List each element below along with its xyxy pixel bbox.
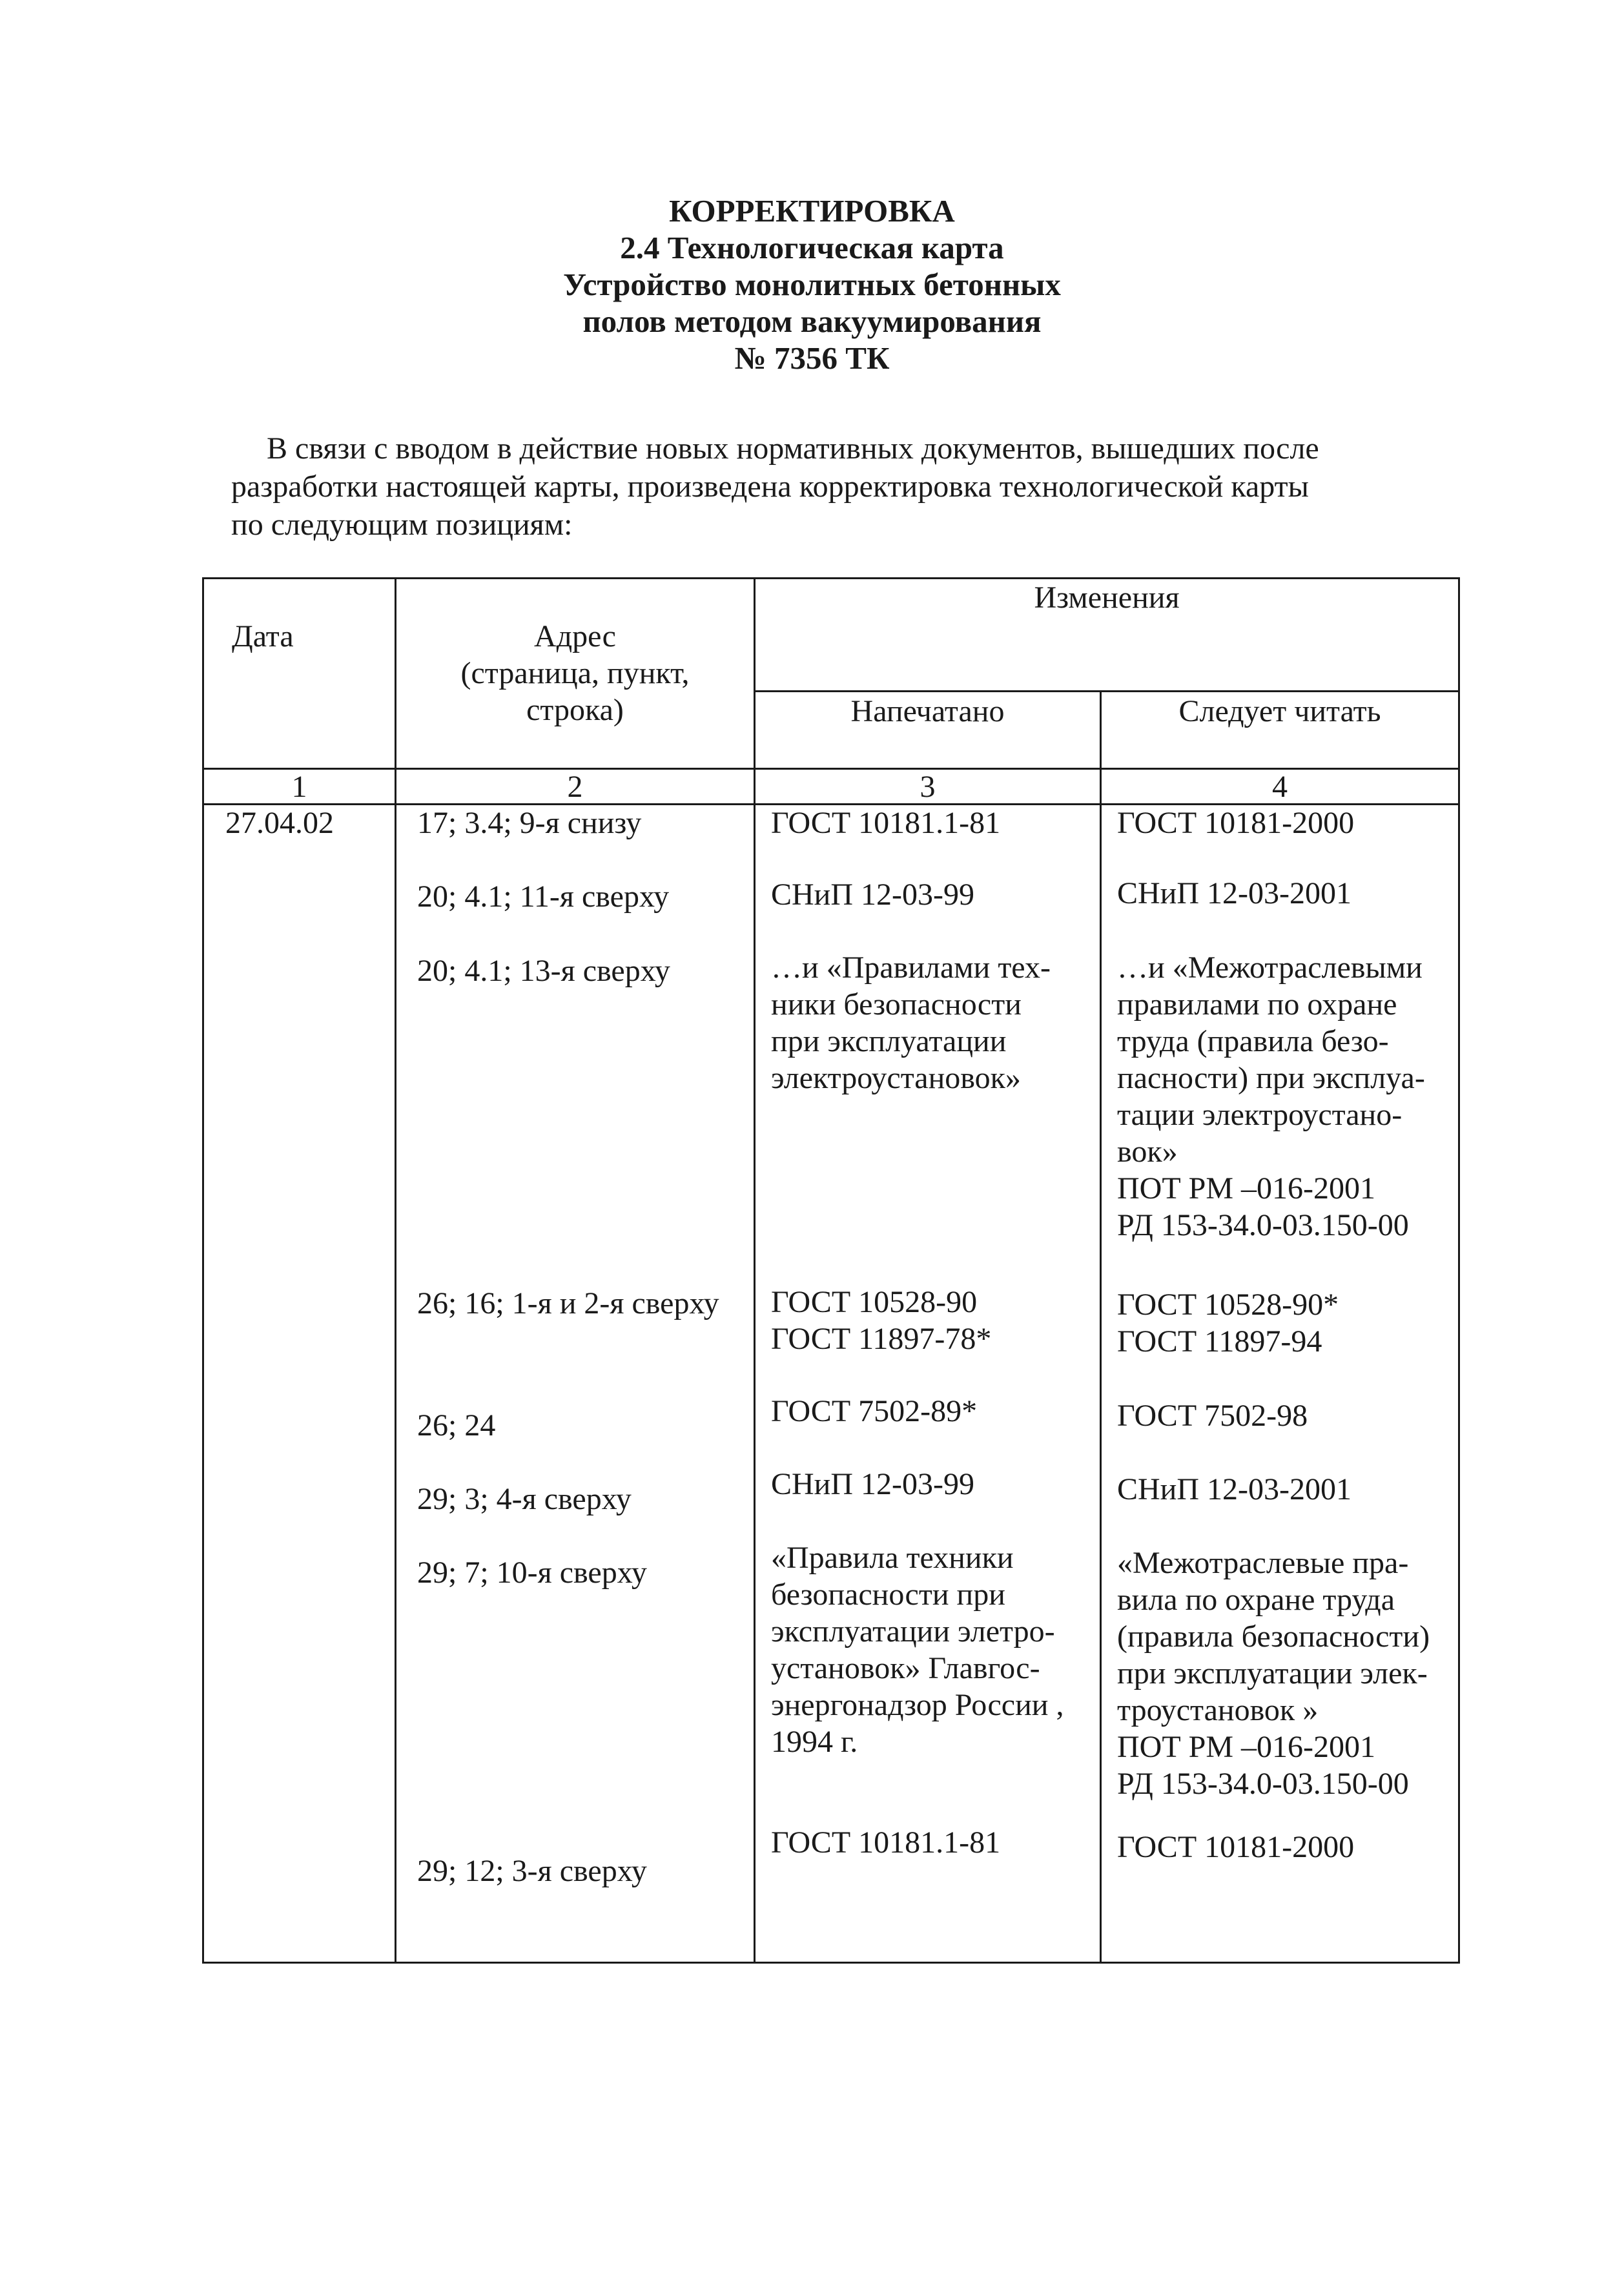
entry-line: вила по охране труда	[1117, 1583, 1395, 1617]
entry-line: эксплуатации элетро-	[771, 1614, 1055, 1648]
entry-line: РД 153-34.0-03.150-00	[1117, 1208, 1409, 1242]
entry-printed	[771, 805, 1000, 841]
entry-line: ГОСТ 10181-2000	[1117, 1830, 1355, 1864]
entry-address	[417, 1554, 647, 1591]
header-should-read: Следует читать	[1178, 694, 1381, 728]
entry-printed	[771, 1466, 974, 1503]
entry-address	[417, 878, 669, 915]
entry-line: электроустановок»	[771, 1061, 1021, 1095]
entry-printed	[771, 1539, 1064, 1760]
column-number: 2	[567, 770, 583, 804]
entry-line: ГОСТ 10528-90	[771, 1285, 978, 1319]
entry-should-read	[1117, 875, 1352, 912]
entry-address	[417, 1481, 632, 1517]
document-heading	[0, 192, 1624, 376]
entry-line: …и «Межотраслевыми	[1117, 950, 1423, 985]
entry-line: ПОТ РМ –016-2001	[1117, 1730, 1376, 1764]
entry-should-read	[1117, 949, 1425, 1244]
entry-address	[417, 1285, 719, 1322]
entry-line: при эксплуатации	[771, 1024, 1007, 1058]
entry-line: «Правила техники	[771, 1541, 1014, 1575]
entry-should-read	[1117, 805, 1354, 841]
intro-paragraph	[231, 429, 1419, 544]
entry-line: ГОСТ 11897-94	[1117, 1324, 1322, 1359]
header-address-line: строка)	[526, 693, 624, 727]
header-printed: Напечатано	[850, 694, 1005, 728]
entry-line: СНиП 12-03-99	[771, 878, 974, 912]
entry-printed	[771, 1284, 991, 1357]
entry-line: 17; 3.4; 9-я снизу	[417, 806, 642, 840]
entry-line: ники безопасности	[771, 987, 1022, 1022]
entry-address	[417, 1853, 647, 1889]
table-divider	[1100, 690, 1102, 1962]
column-number: 4	[1272, 770, 1288, 804]
entry-line: безопасности при	[771, 1577, 1005, 1612]
entry-line: ГОСТ 11897-78*	[771, 1322, 992, 1356]
entry-printed	[771, 1393, 977, 1430]
entry-line: ГОСТ 7502-89*	[771, 1394, 978, 1428]
entry-line: установок» Главгос-	[771, 1651, 1040, 1685]
entry-line: тации электроустано-	[1117, 1098, 1403, 1132]
entry-line: труда (правила безо-	[1117, 1024, 1389, 1058]
entry-should-read	[1117, 1545, 1430, 1802]
entry-line: 29; 7; 10-я сверху	[417, 1556, 647, 1590]
entry-line: 29; 12; 3-я сверху	[417, 1854, 647, 1888]
entry-address	[417, 952, 670, 989]
entry-line: 20; 4.1; 13-я сверху	[417, 954, 670, 988]
entry-line: ГОСТ 10181.1-81	[771, 1825, 1001, 1860]
entry-line: …и «Правилами тех-	[771, 950, 1051, 985]
corrections-table	[202, 577, 1460, 1964]
entry-line: при эксплуатации элек-	[1117, 1656, 1428, 1690]
column-number: 1	[291, 770, 307, 804]
entry-printed	[771, 1824, 1000, 1861]
entry-line: СНиП 12-03-2001	[1117, 1472, 1352, 1506]
entry-printed	[771, 949, 1051, 1096]
header-changes: Изменения	[1034, 580, 1180, 615]
heading-subject-line-2: полов методом вакуумирования	[582, 303, 1042, 339]
entry-line: РД 153-34.0-03.150-00	[1117, 1767, 1409, 1801]
entry-line: 1994 г.	[771, 1725, 858, 1759]
heading-title: КОРРЕКТИРОВКА	[669, 193, 955, 229]
entry-line: 26; 16; 1-я и 2-я сверху	[417, 1286, 719, 1320]
entry-line: СНиП 12-03-2001	[1117, 876, 1352, 910]
entry-should-read	[1117, 1829, 1354, 1865]
entry-line: ГОСТ 7502-98	[1117, 1399, 1308, 1433]
header-address-line: Адрес	[534, 619, 616, 653]
entry-line: СНиП 12-03-99	[771, 1467, 974, 1501]
intro-line: по следующим позициям:	[231, 508, 573, 542]
entry-address	[417, 1407, 495, 1444]
entry-line: «Межотраслевые пра-	[1117, 1546, 1409, 1580]
header-date: Дата	[232, 619, 294, 653]
entry-address	[417, 805, 641, 841]
header-address-line: (страница, пункт,	[460, 656, 690, 690]
header-address	[396, 618, 754, 728]
intro-line: разработки настоящей карты, произведена корректировка технологической карты	[231, 469, 1309, 504]
entry-line: 29; 3; 4-я сверху	[417, 1482, 632, 1516]
entry-line: (правила безопасности)	[1117, 1619, 1430, 1654]
table-divider	[754, 690, 1458, 692]
entry-line: правилами по охране	[1117, 987, 1397, 1022]
entry-line: 20; 4.1; 11-я сверху	[417, 879, 670, 914]
heading-section: 2.4 Технологическая карта	[620, 230, 1004, 265]
intro-line: В связи с вводом в действие новых нормативных документов, вышедших после	[267, 431, 1319, 466]
entry-line: пасности) при эксплуа-	[1117, 1061, 1425, 1095]
entry-line: 26; 24	[417, 1408, 496, 1443]
heading-subject-line-1: Устройство монолитных бетонных	[563, 267, 1061, 302]
entry-should-read	[1117, 1286, 1339, 1360]
entry-date: 27.04.02	[225, 806, 334, 840]
heading-number: № 7356 ТК	[734, 340, 890, 376]
entry-line: энергонадзор России ,	[771, 1688, 1064, 1722]
entry-line: ГОСТ 10181-2000	[1117, 806, 1355, 840]
entry-line: троустановок »	[1117, 1693, 1319, 1727]
entry-line: ПОТ РМ –016-2001	[1117, 1171, 1376, 1206]
column-number: 3	[920, 770, 936, 804]
entry-line: ГОСТ 10528-90*	[1117, 1288, 1339, 1322]
entry-should-read	[1117, 1397, 1308, 1434]
entry-line: вок»	[1117, 1135, 1178, 1169]
entry-should-read	[1117, 1471, 1352, 1508]
entry-printed	[771, 876, 974, 913]
entry-line: ГОСТ 10181.1-81	[771, 806, 1001, 840]
